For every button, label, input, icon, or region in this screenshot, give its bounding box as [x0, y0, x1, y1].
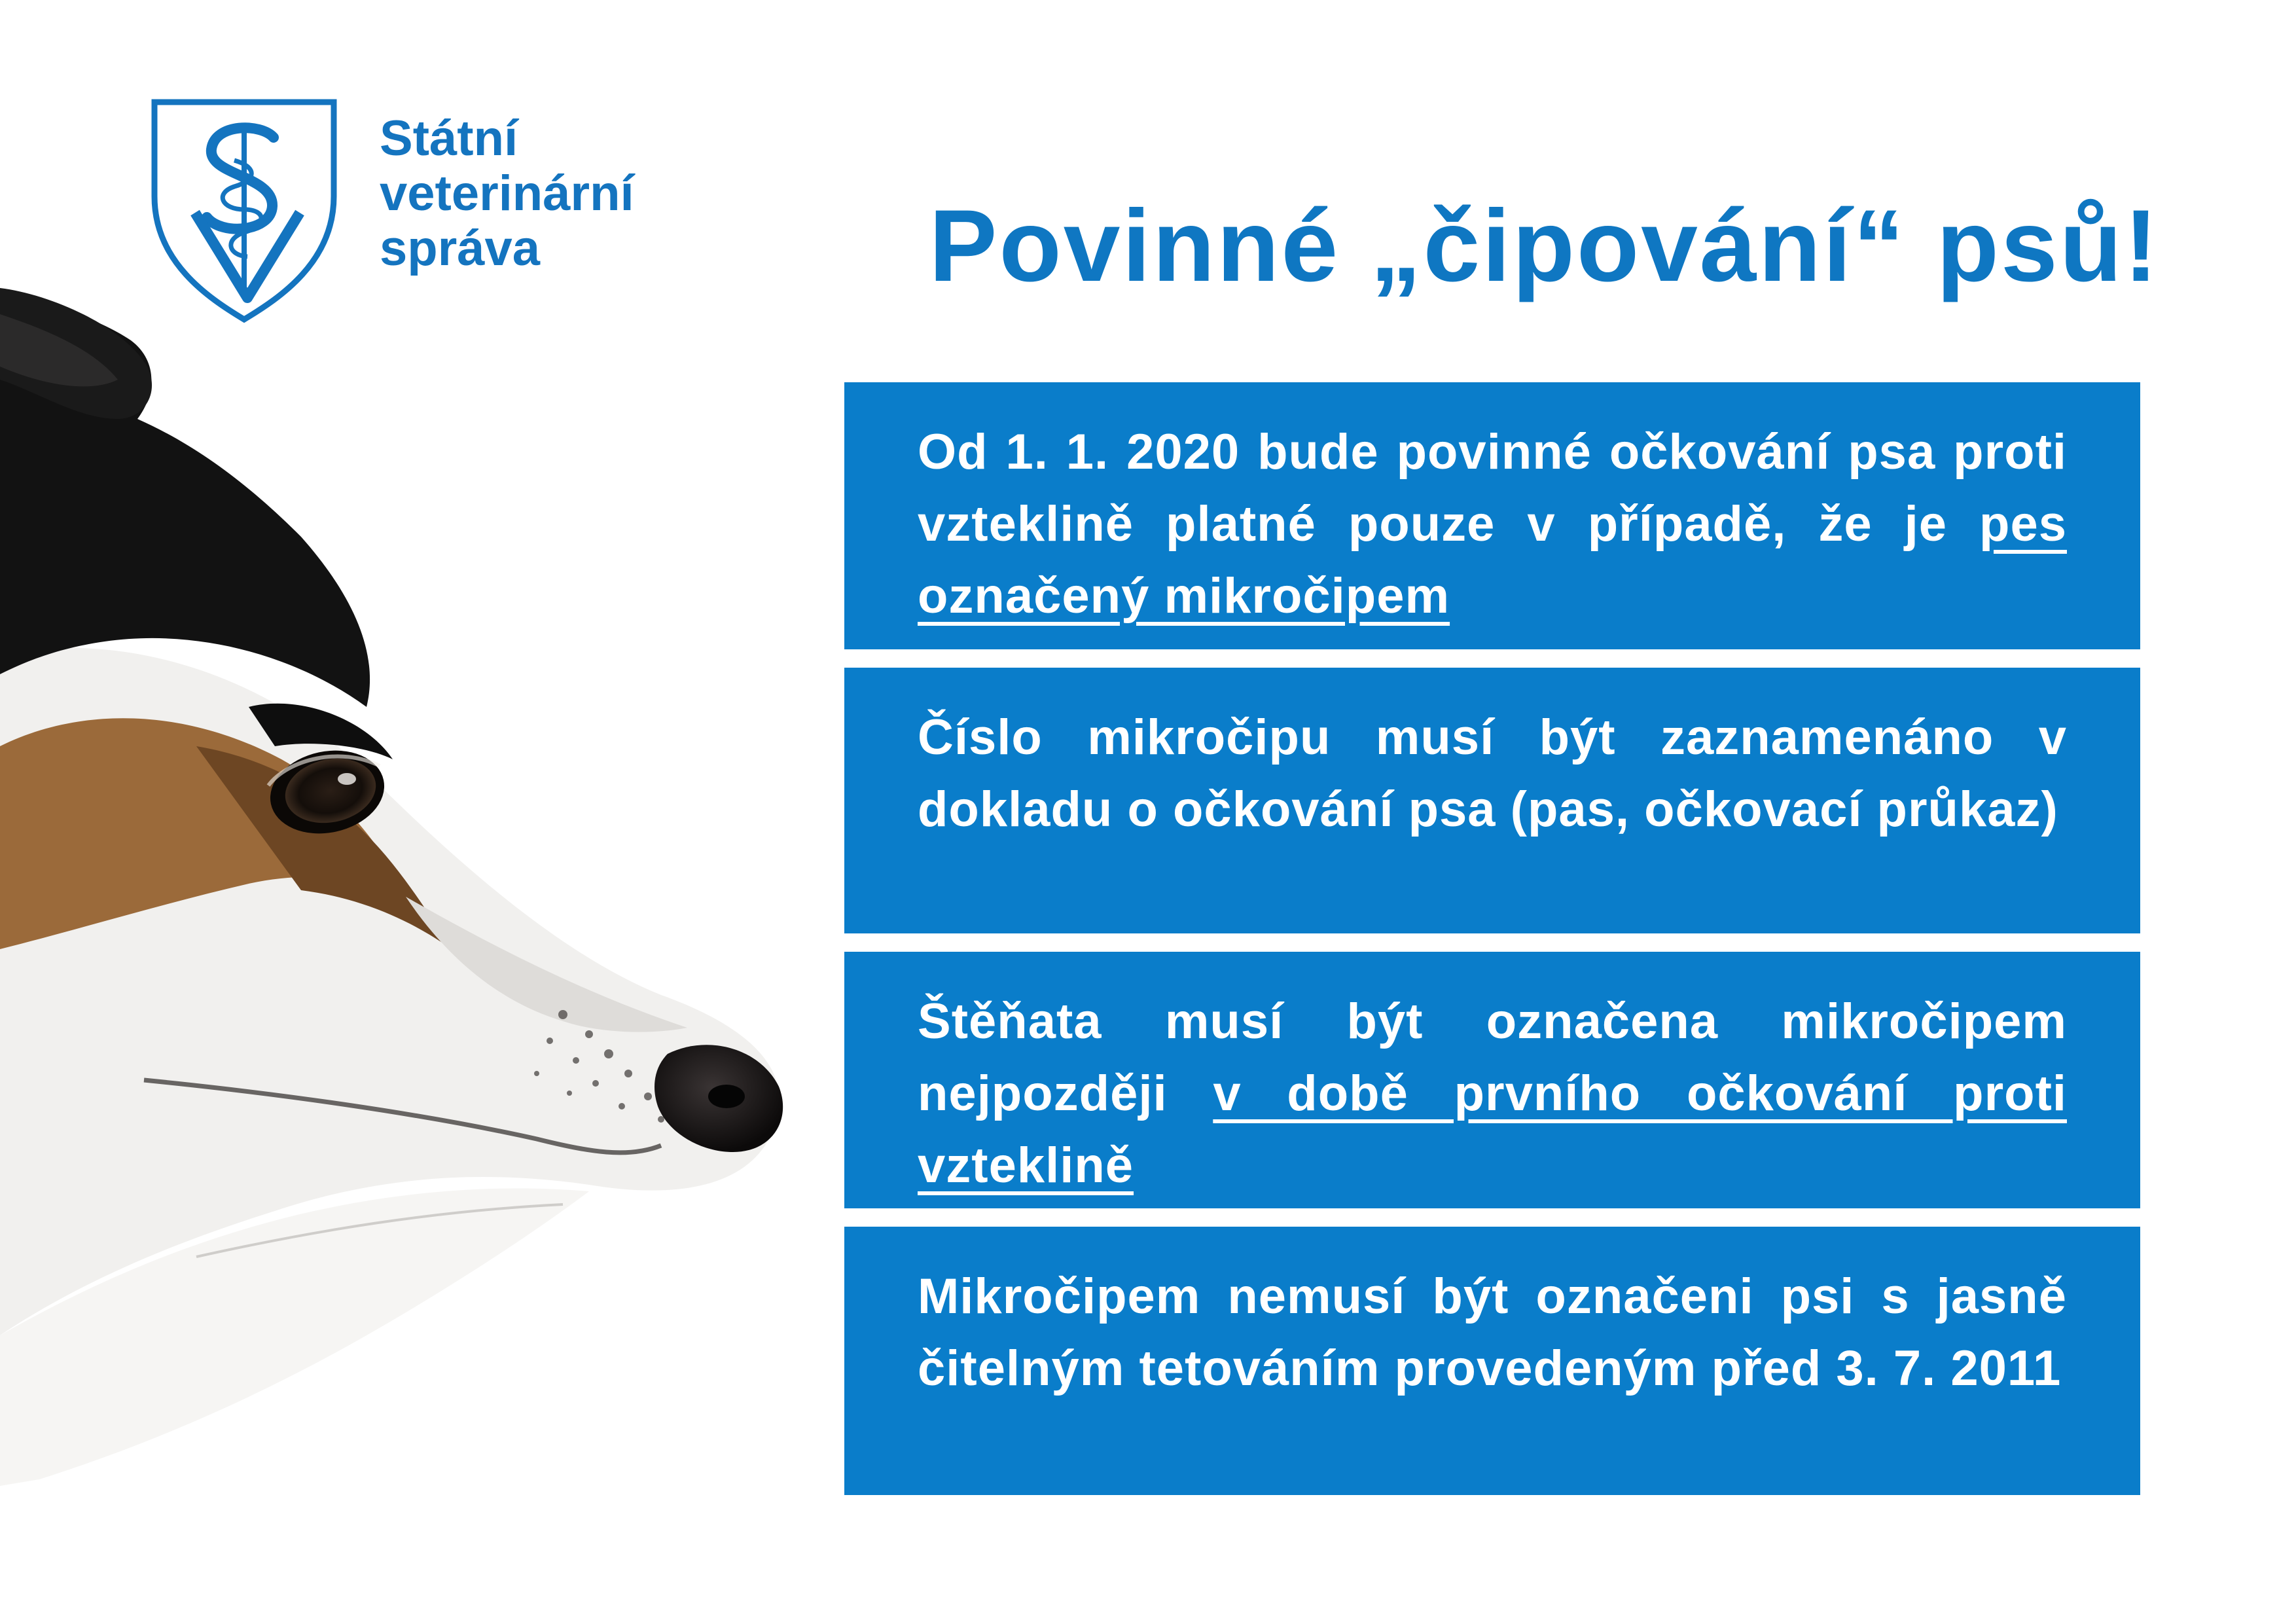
info-box-1	[844, 382, 2140, 649]
info-box-3-text	[918, 986, 2067, 1202]
logo-line-2: veterinární	[380, 166, 634, 221]
info-box-3-underlined: v době prvního očkování proti vzteklině	[918, 1066, 2067, 1193]
page-title: Povinné „čipování“ psů!	[929, 189, 2160, 303]
info-box-3	[844, 952, 2140, 1208]
info-box-1-text	[918, 416, 2067, 632]
logo-line-3: správa	[380, 221, 541, 276]
info-box-2-text-main: Číslo mikročipu musí být zaznamenáno v dokladu o očkování psa (pas, očkovací průkaz)	[918, 710, 2067, 837]
logo-text	[380, 111, 634, 276]
info-box-2-text	[918, 702, 2067, 846]
info-box-4	[844, 1227, 2140, 1495]
info-box-4-text-main: Mikročipem nemusí být označeni psi s jasně čitelným tetováním provedeným před 3. 7. 2011	[918, 1269, 2067, 1396]
info-box-1-text-main: Od 1. 1. 2020 bude povinné očkování psa proti vzteklině platné pouze v případě, že je	[918, 424, 2067, 552]
info-box-2	[844, 668, 2140, 933]
info-box-3-text-main: Štěňata musí být označena mikročipem nejpozději	[918, 994, 2067, 1121]
info-box-1-underlined: pes označený mikročipem	[918, 496, 2067, 624]
logo-line-1: Státní	[380, 111, 518, 166]
info-box-4-text	[918, 1261, 2067, 1405]
dog-head-illustration	[0, 288, 812, 1624]
